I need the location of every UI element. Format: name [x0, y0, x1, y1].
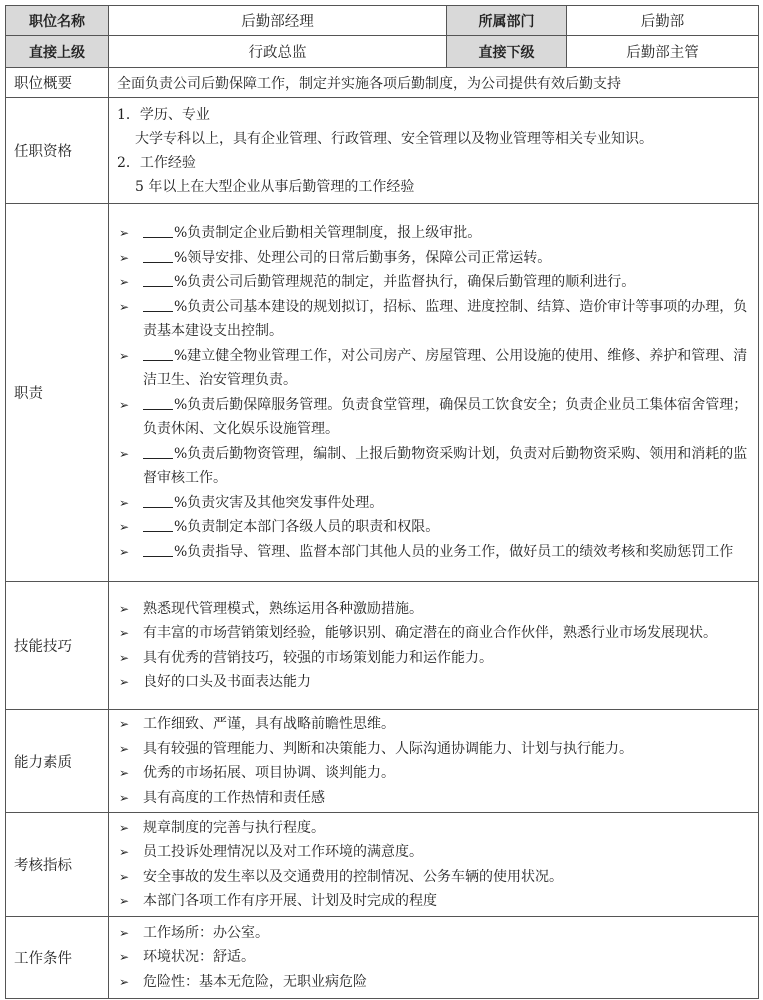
bullet-arrow-icon: ➢ — [119, 299, 130, 314]
list-item-text: %负责制定企业后勤相关管理制度，报上级审批。 — [174, 225, 482, 241]
subordinate-value: 后勤部主管 — [567, 36, 759, 68]
list-item — [117, 491, 752, 516]
bullet-arrow-icon: ➢ — [119, 446, 130, 461]
position-name-value: 后勤部经理 — [109, 6, 447, 36]
list-item-text: %领导安排、处理公司的日常后勤事务，保障公司正常运转。 — [174, 249, 552, 266]
qualifications-label: 任职资格 — [6, 98, 109, 204]
list-item-text: %负责后勤物资管理，编制、上报后勤物资采购计划，负责对后勤物资采购、领用和消耗的监督审核工作。 — [143, 445, 748, 486]
conditions-list — [117, 921, 752, 995]
abilities-row — [6, 710, 759, 813]
list-item — [117, 670, 752, 695]
qualifications-content — [109, 98, 759, 204]
list-item-text: 工作场所：办公室。 — [143, 924, 269, 941]
job-description-table — [5, 5, 759, 999]
header-row-2 — [6, 36, 759, 68]
list-item-text: 具有高度的工作热情和责任感 — [143, 789, 325, 806]
kpis-row — [6, 813, 759, 917]
bullet-arrow-icon: ➢ — [119, 601, 130, 616]
list-item-text: 良好的口头及书面表达能力 — [143, 674, 311, 690]
list-item — [117, 597, 752, 622]
list-item-text: 本部门各项工作有序开展、计划及时完成的程度 — [143, 893, 437, 909]
abilities-list — [117, 712, 752, 810]
list-item — [117, 246, 752, 271]
list-item-text: %负责灾害及其他突发事件处理。 — [174, 494, 384, 511]
bullet-arrow-icon: ➢ — [119, 495, 130, 510]
bullet-arrow-icon: ➢ — [119, 675, 130, 689]
bullet-arrow-icon: ➢ — [119, 925, 130, 940]
bullet-arrow-icon: ➢ — [119, 741, 130, 756]
education-text: 大学专科以上，具有企业管理、行政管理、安全管理以及物业管理等相关专业知识。 — [135, 130, 653, 147]
list-item — [117, 515, 752, 540]
list-item — [117, 816, 752, 841]
percentage-blank — [143, 517, 173, 532]
list-item-text: 具有优秀的营销技巧，较强的市场策划能力和运作能力。 — [143, 649, 493, 666]
list-item-text: 优秀的市场拓展、项目协调、谈判能力。 — [143, 765, 395, 781]
list-item-text: 安全事故的发生率以及交通费用的控制情况、公务车辆的使用状况。 — [143, 868, 563, 885]
list-item — [117, 970, 752, 995]
percentage-blank — [143, 248, 173, 263]
list-item-text: 环境状况：舒适。 — [143, 949, 255, 966]
bullet-arrow-icon: ➢ — [119, 650, 130, 665]
list-item-text: 危险性：基本无危险，无职业病危险 — [143, 973, 367, 990]
bullet-arrow-icon: ➢ — [119, 766, 130, 780]
list-item — [117, 712, 752, 737]
bullet-arrow-icon: ➢ — [119, 717, 130, 731]
percentage-blank — [143, 395, 173, 410]
list-item — [117, 786, 752, 811]
subordinate-label: 直接下级 — [447, 36, 567, 68]
list-item — [117, 621, 752, 646]
percentage-blank — [143, 223, 173, 238]
position-name-label: 职位名称 — [6, 6, 109, 36]
skills-label: 技能技巧 — [6, 582, 109, 710]
duties-list — [117, 221, 752, 564]
overview-row — [6, 68, 759, 98]
abilities-content — [109, 710, 759, 813]
list-item-text: %负责指导、管理、监督本部门其他人员的业务工作，做好员工的绩效考核和奖励惩罚工作 — [174, 543, 734, 560]
superior-label: 直接上级 — [6, 36, 109, 68]
list-item — [117, 921, 752, 946]
bullet-arrow-icon: ➢ — [119, 974, 130, 989]
bullet-arrow-icon: ➢ — [119, 626, 130, 640]
percentage-blank — [143, 272, 173, 287]
list-item-text: 规章制度的完善与执行程度。 — [143, 819, 325, 836]
list-item-text: 具有较强的管理能力、判断和决策能力、人际沟通协调能力、计划与执行能力。 — [143, 740, 633, 757]
conditions-row — [6, 917, 759, 999]
list-item — [117, 295, 752, 344]
duties-label: 职责 — [6, 204, 109, 582]
list-item — [117, 270, 752, 295]
percentage-blank — [143, 542, 173, 557]
percentage-blank — [143, 444, 173, 459]
conditions-label: 工作条件 — [6, 917, 109, 999]
header-row-1 — [6, 6, 759, 36]
list-item-text: %负责后勤保障服务管理。负责食堂管理，确保员工饮食安全；负责企业员工集体宿舍管理；负责休闲、文化娱乐设施管理。 — [143, 396, 748, 437]
department-label: 所属部门 — [447, 6, 567, 36]
department-value: 后勤部 — [567, 6, 759, 36]
superior-value: 行政总监 — [109, 36, 447, 68]
list-item — [117, 737, 752, 762]
list-item-text: %建立健全物业管理工作，对公司房产、房屋管理、公用设施的使用、维修、养护和管理、清洁卫生、治安管理负责。 — [143, 347, 748, 388]
list-item — [117, 761, 752, 786]
list-item — [117, 945, 752, 970]
list-item — [117, 646, 752, 671]
duties-row — [6, 204, 759, 582]
list-item-text: %负责公司后勤管理规范的制定，并监督执行，确保后勤管理的顺利进行。 — [174, 274, 636, 290]
percentage-blank — [143, 346, 173, 361]
job-description-sheet — [5, 5, 758, 999]
experience-text: 5 年以上在大型企业从事后勤管理的工作经验 — [135, 178, 415, 195]
list-item — [117, 540, 752, 565]
list-item — [117, 889, 752, 914]
percentage-blank — [143, 493, 173, 508]
bullet-arrow-icon: ➢ — [119, 226, 130, 240]
kpis-content — [109, 813, 759, 917]
list-item — [117, 442, 752, 491]
bullet-arrow-icon: ➢ — [119, 869, 130, 884]
skills-list — [117, 597, 752, 695]
bullet-arrow-icon: ➢ — [119, 820, 130, 835]
bullet-arrow-icon: ➢ — [119, 250, 130, 265]
list-item — [117, 344, 752, 393]
list-item — [117, 221, 752, 246]
bullet-arrow-icon: ➢ — [119, 950, 130, 965]
education-heading: 1．学历、专业 — [117, 106, 210, 123]
qualifications-row — [6, 98, 759, 204]
list-item-text: 员工投诉处理情况以及对工作环境的满意度。 — [143, 844, 423, 860]
overview-text: 全面负责公司后勤保障工作，制定并实施各项后勤制度，为公司提供有效后勤支持 — [109, 68, 759, 98]
conditions-content — [109, 917, 759, 999]
bullet-arrow-icon: ➢ — [119, 348, 130, 363]
bullet-arrow-icon: ➢ — [119, 845, 130, 859]
percentage-blank — [143, 297, 173, 312]
bullet-arrow-icon: ➢ — [119, 275, 130, 289]
list-item-text: 熟悉现代管理模式，熟练运用各种激励措施。 — [143, 600, 423, 617]
bullet-arrow-icon: ➢ — [119, 520, 130, 534]
duties-content — [109, 204, 759, 582]
list-item — [117, 865, 752, 890]
overview-label: 职位概要 — [6, 68, 109, 98]
list-item-text: 工作细致、严谨，具有战略前瞻性思维。 — [143, 716, 395, 732]
bullet-arrow-icon: ➢ — [119, 790, 130, 805]
bullet-arrow-icon: ➢ — [119, 894, 130, 908]
kpis-list — [117, 816, 752, 914]
list-item — [117, 840, 752, 865]
skills-content — [109, 582, 759, 710]
skills-row — [6, 582, 759, 710]
list-item-text: 有丰富的市场营销策划经验，能够识别、确定潜在的商业合作伙伴，熟悉行业市场发展现状。 — [143, 625, 717, 641]
list-item — [117, 393, 752, 442]
list-item-text: %负责制定本部门各级人员的职责和权限。 — [174, 519, 440, 535]
bullet-arrow-icon: ➢ — [119, 544, 130, 559]
list-item-text: %负责公司基本建设的规划拟订，招标、监理、进度控制、结算、造价审计等事项的办理，负责基本建设支出控制。 — [143, 298, 748, 339]
kpis-label: 考核指标 — [6, 813, 109, 917]
experience-heading: 2．工作经验 — [117, 154, 196, 171]
bullet-arrow-icon: ➢ — [119, 397, 130, 412]
abilities-label: 能力素质 — [6, 710, 109, 813]
